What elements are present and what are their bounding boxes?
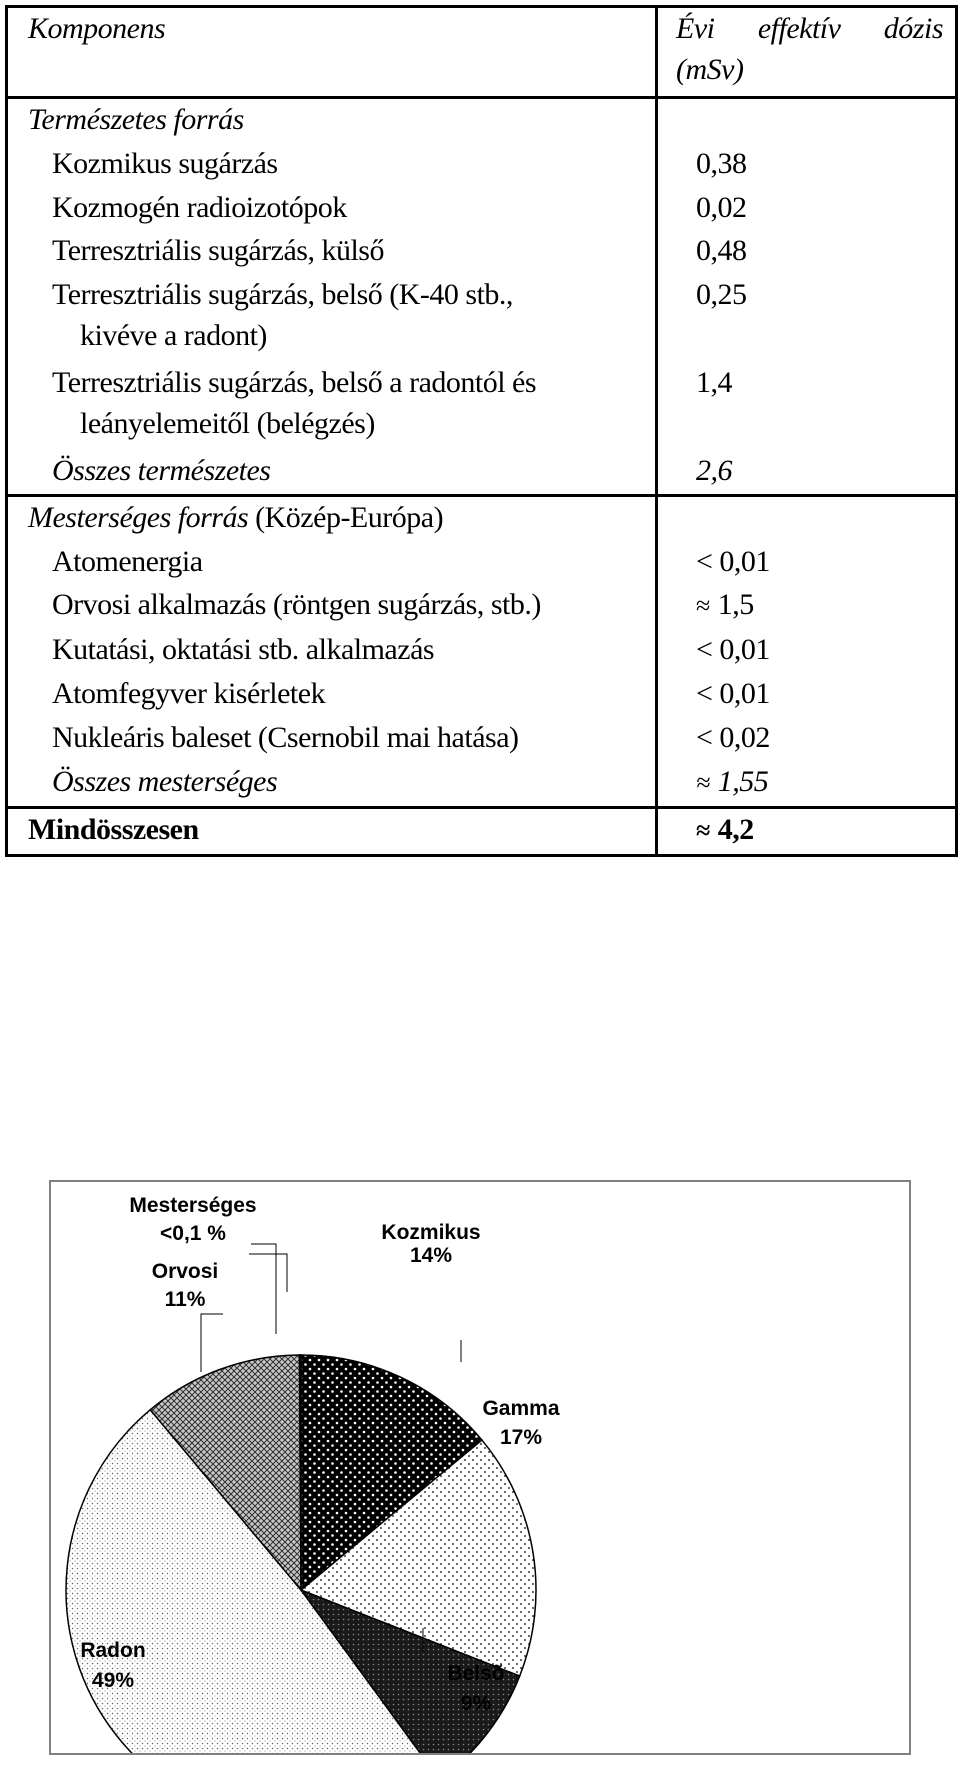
item-value-text: 1,5 bbox=[717, 588, 754, 622]
item-value-text: < 0,01 bbox=[696, 544, 770, 578]
natural-item-label bbox=[7, 274, 657, 362]
item-value-text: 0,25 bbox=[696, 278, 747, 312]
natural-total-value: 2,6 bbox=[657, 450, 957, 496]
pie-leader-line bbox=[251, 1244, 276, 1334]
artificial-item-value bbox=[657, 629, 957, 673]
natural-item-value bbox=[657, 230, 957, 274]
pie-label-name: Radon bbox=[80, 1639, 146, 1662]
pie-label-value: 9% bbox=[460, 1692, 492, 1715]
pie-label-name: Mesterséges bbox=[129, 1194, 257, 1217]
pie-leader-line bbox=[201, 1314, 223, 1372]
artificial-item-value bbox=[657, 717, 957, 761]
natural-item-value bbox=[657, 143, 957, 187]
pie-label-value: 14% bbox=[409, 1244, 453, 1267]
item-value-text: 0,38 bbox=[696, 146, 747, 180]
empty-cell bbox=[657, 97, 957, 142]
item-label-text: Kozmogén radioizotópok bbox=[52, 190, 347, 224]
pie-label-value: <0,1 % bbox=[160, 1222, 226, 1245]
artificial-item-label: Atomfegyver kisérletek bbox=[7, 673, 657, 717]
item-label-text: Kozmikus sugárzás bbox=[52, 146, 278, 180]
pie-label-name: Kozmikus bbox=[381, 1221, 481, 1244]
natural-item-label bbox=[7, 362, 657, 450]
header-dose: Évi effektív dózis (mSv) bbox=[657, 7, 957, 98]
pie-label-name: Gamma bbox=[482, 1397, 560, 1420]
artificial-title bbox=[7, 495, 657, 540]
pie-chart bbox=[51, 1182, 909, 1753]
item-value-text: 1,4 bbox=[696, 365, 732, 399]
artificial-total-label: Összes mesterséges bbox=[7, 761, 657, 808]
natural-item-label bbox=[7, 143, 657, 187]
artificial-item-label: Atomenergia bbox=[7, 541, 657, 585]
item-value-text: 1,55 bbox=[717, 764, 769, 798]
artificial-item-value bbox=[657, 541, 957, 585]
artificial-total-value bbox=[657, 761, 957, 808]
approx-icon: ≈ bbox=[696, 767, 710, 797]
natural-total-label: Összes természetes bbox=[7, 450, 657, 496]
artificial-item-label: Kutatási, oktatási stb. alkalmazás bbox=[7, 629, 657, 673]
item-label-cont: leányelemeitől (belégzés) bbox=[80, 406, 375, 440]
artificial-title-italic: Mesterséges forrás bbox=[28, 500, 249, 534]
item-label-text: Terresztriális sugárzás, belső a radontól és bbox=[52, 365, 537, 399]
natural-title: Természetes forrás bbox=[7, 97, 657, 142]
artificial-title-rest: (Közép-Európa) bbox=[248, 500, 444, 534]
artificial-item-value bbox=[657, 673, 957, 717]
pie-label-value: 49% bbox=[91, 1669, 135, 1692]
pie-chart-frame bbox=[49, 1180, 911, 1755]
natural-item-label bbox=[7, 230, 657, 274]
artificial-section bbox=[7, 495, 957, 807]
pie-leader-line bbox=[249, 1254, 287, 1292]
natural-item-value bbox=[657, 187, 957, 231]
table-header bbox=[7, 7, 957, 98]
item-value-text: < 0,01 bbox=[696, 677, 770, 711]
pie-label-name: Orvosi bbox=[151, 1260, 219, 1283]
artificial-item-label: Nukleáris baleset (Csernobil mai hatása) bbox=[7, 717, 657, 761]
item-label-text: Terresztriális sugárzás, belső (K-40 stb., bbox=[52, 278, 513, 312]
item-value-text: 0,48 bbox=[696, 234, 747, 268]
dose-table bbox=[5, 5, 958, 857]
item-label-cont: kivéve a radont) bbox=[80, 319, 267, 353]
grand-total-label: Mindösszesen bbox=[7, 807, 657, 855]
grand-total-section bbox=[7, 807, 957, 855]
item-value-text: < 0,02 bbox=[696, 720, 770, 754]
grand-total-value: ≈ 4,2 bbox=[657, 807, 957, 855]
natural-item-label bbox=[7, 187, 657, 231]
item-value-text: 0,02 bbox=[696, 190, 747, 224]
natural-item-value bbox=[657, 362, 957, 450]
approx-icon: ≈ bbox=[696, 815, 710, 845]
pie-label-value: 17% bbox=[499, 1426, 543, 1449]
natural-section bbox=[7, 97, 957, 495]
artificial-item-label: Orvosi alkalmazás (röntgen sugárzás, stb.) bbox=[7, 584, 657, 629]
natural-item-value bbox=[657, 274, 957, 362]
item-value-text: < 0,01 bbox=[696, 633, 770, 667]
pie-label-value: 11% bbox=[164, 1288, 206, 1311]
approx-icon: ≈ bbox=[696, 591, 710, 621]
empty-cell bbox=[657, 495, 957, 540]
pie-label-name: Belsõ bbox=[447, 1662, 505, 1685]
header-component: Komponens bbox=[7, 7, 657, 98]
artificial-item-value bbox=[657, 584, 957, 629]
item-label-text: Terresztriális sugárzás, külső bbox=[52, 234, 384, 268]
